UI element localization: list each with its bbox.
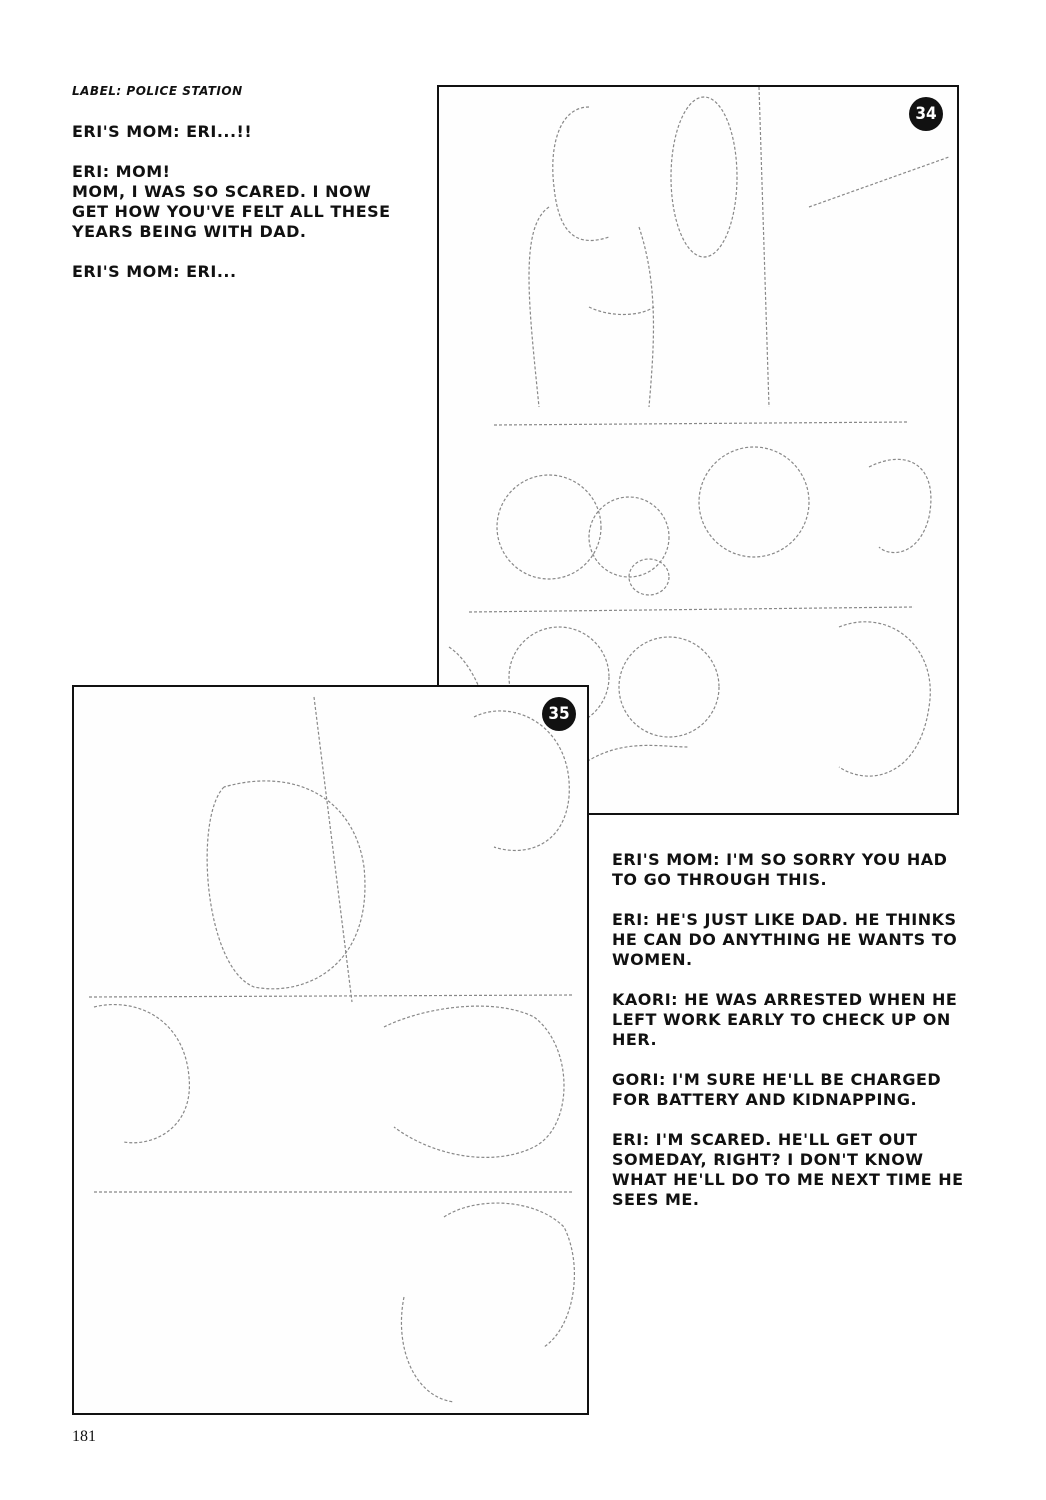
caption-block-top xyxy=(72,122,412,302)
caption-line: ERI: I'M SCARED. HE'LL GET OUT SOMEDAY, RIGHT? I DON'T KNOW WHAT HE'LL DO TO ME NEXT TIME HE SEES ME. xyxy=(612,1130,964,1209)
sketch-page-number-35: 35 xyxy=(542,697,576,731)
caption-line: ERI'S MOM: I'M SO SORRY YOU HAD TO GO THROUGH THIS. xyxy=(612,850,948,889)
caption-block-right xyxy=(612,850,972,1230)
caption-line: ERI'S MOM: ERI...!! xyxy=(72,122,253,141)
sketch-page-35 xyxy=(72,685,589,1415)
caption-line: ERI'S MOM: ERI... xyxy=(72,262,237,281)
caption-line: ERI: HE'S JUST LIKE DAD. HE THINKS HE CAN DO ANYTHING HE WANTS TO WOMEN. xyxy=(612,910,958,969)
caption-line: KAORI: HE WAS ARRESTED WHEN HE LEFT WORK EARLY TO CHECK UP ON HER. xyxy=(612,990,958,1049)
sketch-drawing-35 xyxy=(74,687,587,1413)
sketch-page-number-34: 34 xyxy=(909,97,943,131)
caption-line: ERI: MOM! MOM, I WAS SO SCARED. I NOW GET HOW YOU'VE FELT ALL THESE YEARS BEING WITH DAD. xyxy=(72,162,391,241)
page-number: 181 xyxy=(72,1428,96,1445)
scene-label: LABEL: POLICE STATION xyxy=(72,84,243,98)
caption-line: GORI: I'M SURE HE'LL BE CHARGED FOR BATTERY AND KIDNAPPING. xyxy=(612,1070,942,1109)
